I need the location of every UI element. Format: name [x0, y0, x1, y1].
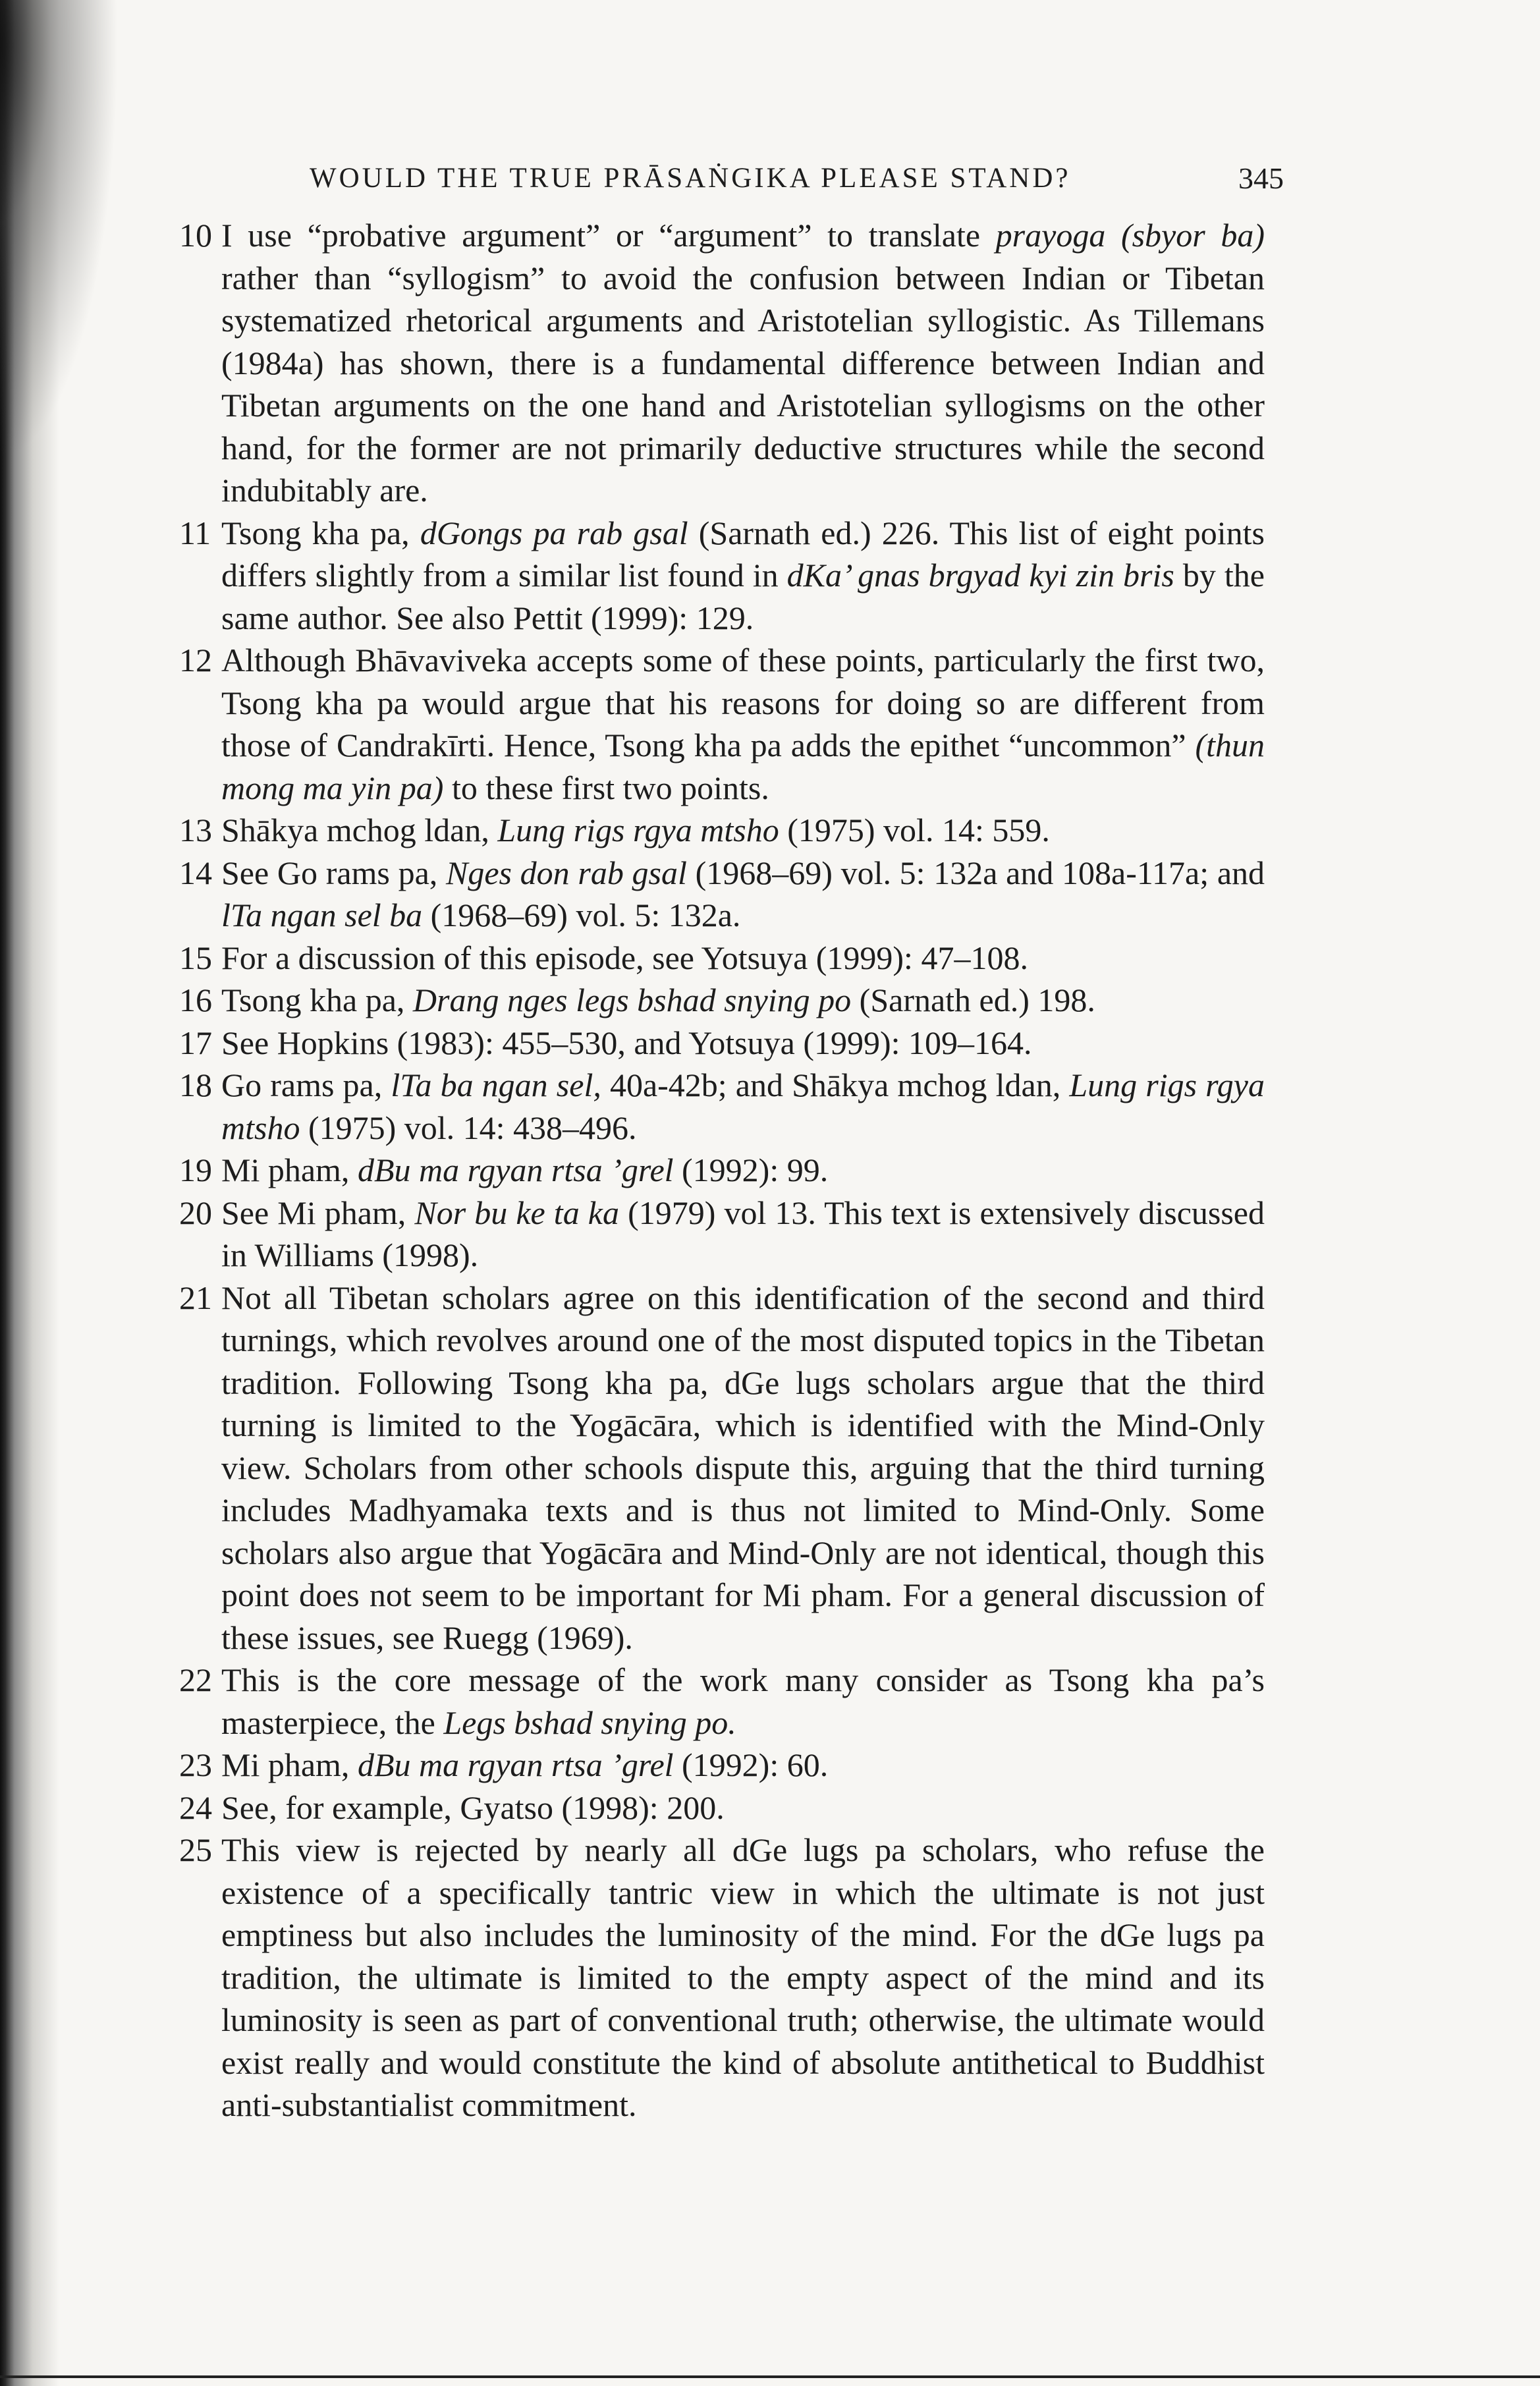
endnote-text: [221, 1192, 1265, 1277]
note-text-run: Although Bhāvaviveka accepts some of these points, particularly the first two, Tsong kha pa would argue that his reasons for doing so are different from those of Candrakīrti. Hence, Tsong kha pa adds the epithet “uncommon”: [221, 642, 1265, 763]
note-text-run: rather than “syllogism” to avoid the confusion between Indian or Tibetan systematized rhetorical arguments and Aristotelian syllogistic. As Tillemans (1984a) has shown, there is a fundamental difference between Indian and Tibetan arguments on the one hand and Aristotelian syllogisms on the other hand, for the former are not primarily deductive structures while the second indubitably are.: [221, 259, 1265, 509]
italic-title: (thun mong ma yin pa): [221, 727, 1265, 806]
italic-title: Nor bu ke ta ka: [414, 1194, 619, 1231]
italic-title: Drang nges legs bshad snying po: [412, 982, 852, 1018]
italic-title: dBu ma rgyan rtsa ’grel: [357, 1746, 674, 1783]
endnote-number: 19: [179, 1151, 212, 1188]
endnote-24: [179, 1787, 1265, 1829]
note-text-run: (Sarnath ed.) 198.: [851, 982, 1095, 1018]
page-number: 345: [1238, 161, 1284, 195]
endnote-16: [179, 979, 1265, 1022]
italic-title: lTa ngan sel ba: [221, 897, 423, 933]
endnote-number: 15: [179, 939, 212, 976]
endnote-text: [221, 1744, 1265, 1787]
endnote-text: [221, 809, 1265, 852]
note-text-run: (1992): 99.: [673, 1151, 829, 1188]
note-text-run: See, for example, Gyatso (1998): 200.: [221, 1789, 725, 1826]
endnote-number: 23: [179, 1746, 212, 1783]
endnote-number: 20: [179, 1194, 212, 1231]
endnote-number: 16: [179, 982, 212, 1018]
endnote-22: [179, 1659, 1265, 1744]
note-text-run: (Sarnath ed.) 226. This list of eight points differs slightly from a similar list found in: [221, 514, 1265, 594]
note-text-run: See Go rams pa,: [221, 854, 446, 891]
note-text-run: Go rams pa,: [221, 1067, 391, 1103]
endnote-19: [179, 1149, 1265, 1192]
note-text-run: Not all Tibetan scholars agree on this identification of the second and third turnings, which revolves around one of the most disputed topics in the Tibetan tradition. Following Tsong kha pa, dGe lugs scholars argue that the third turning is limited to the Yogācāra, which is identified with the Mind-Only view. Scholars from other schools dispute this, arguing that the third turning includes Madhyamaka texts and is thus not limited to Mind-Only. Some scholars also argue that Yogācāra and Mind-Only are not identical, though this point does not seem to be important for Mi pham. For a general discussion of these issues, see Ruegg (1969).: [221, 1279, 1265, 1656]
endnote-14: [179, 852, 1265, 937]
endnote-12: [179, 639, 1265, 809]
endnotes-list: [179, 214, 1265, 2126]
endnote-17: [179, 1022, 1265, 1065]
scan-bottom-edge: [0, 2375, 1540, 2378]
note-text-run: See Hopkins (1983): 455–530, and Yotsuya (1999): 109–164.: [221, 1024, 1032, 1061]
endnote-18: [179, 1064, 1265, 1149]
endnote-text: [221, 1787, 1265, 1829]
endnote-number: 14: [179, 854, 212, 891]
endnote-number: 21: [179, 1279, 212, 1316]
italic-title: dGongs pa rab gsal: [420, 514, 688, 551]
note-text-run: (1975) vol. 14: 438–496.: [300, 1109, 637, 1146]
note-text-run: to these first two points.: [443, 769, 769, 806]
italic-title: Lung rigs rgya mtsho: [497, 812, 779, 848]
endnote-25: [179, 1829, 1265, 2126]
italic-title: prayoga (sbyor ba): [995, 217, 1265, 254]
endnote-20: [179, 1192, 1265, 1277]
endnote-text: [221, 1829, 1265, 2126]
note-text-run: (1992): 60.: [673, 1746, 829, 1783]
endnote-10: [179, 214, 1265, 512]
note-text-run: Tsong kha pa,: [221, 514, 420, 551]
note-text-run: This is the core message of the work many consider as Tsong kha pa’s masterpiece, the: [221, 1661, 1265, 1741]
italic-title: lTa ba ngan sel,: [391, 1067, 601, 1103]
endnote-number: 18: [179, 1067, 212, 1103]
endnote-text: [221, 1277, 1265, 1659]
note-text-run: Tsong kha pa,: [221, 982, 413, 1018]
italic-title: dKa’ gnas brgyad kyi zin bris: [786, 557, 1174, 594]
endnote-text: [221, 1022, 1265, 1065]
endnote-number: 25: [179, 1831, 212, 1868]
italic-title: Nges don rab gsal: [445, 854, 687, 891]
note-text-run: For a discussion of this episode, see Yotsuya (1999): 47–108.: [221, 939, 1028, 976]
running-head: WOULD THE TRUE PRĀSAṄGIKA PLEASE STAND?: [310, 163, 1071, 194]
endnote-text: [221, 937, 1265, 980]
endnote-text: [221, 639, 1265, 809]
endnote-13: [179, 809, 1265, 852]
endnote-text: [221, 852, 1265, 937]
scan-corner-shadow: [0, 0, 119, 461]
endnote-text: [221, 979, 1265, 1022]
note-text-run: 40a-42b; and Shākya mchog ldan,: [601, 1067, 1070, 1103]
italic-title: Legs bshad snying po.: [443, 1704, 736, 1741]
endnote-text: [221, 512, 1265, 640]
italic-title: Lung rigs rgya mtsho: [221, 1067, 1265, 1146]
endnote-text: [221, 1064, 1265, 1149]
note-text-run: Shākya mchog ldan,: [221, 812, 498, 848]
note-text-run: (1968–69) vol. 5: 132a.: [422, 897, 741, 933]
endnote-number: 22: [179, 1661, 212, 1698]
endnote-text: [221, 1659, 1265, 1744]
endnote-15: [179, 937, 1265, 980]
endnote-11: [179, 512, 1265, 640]
endnote-21: [179, 1277, 1265, 1659]
endnote-text: [221, 1149, 1265, 1192]
endnote-number: 12: [179, 642, 212, 679]
endnote-number: 11: [179, 514, 211, 551]
note-text-run: See Mi pham,: [221, 1194, 415, 1231]
note-text-run: (1968–69) vol. 5: 132a and 108a-117a; and: [686, 854, 1265, 891]
endnote-number: 10: [179, 217, 212, 254]
endnote-number: 24: [179, 1789, 212, 1826]
note-text-run: This view is rejected by nearly all dGe lugs pa scholars, who refuse the existence of a specifically tantric view in which the ultimate is not just emptiness but also includes the luminosity of the mind. For the dGe lugs pa tradition, the ultimate is limited to the empty aspect of the mind and its luminosity is seen as part of conventional truth; otherwise, the ultimate would exist really and would constitute the kind of absolute antithetical to Buddhist anti-substantialist commitment.: [221, 1831, 1265, 2123]
note-text-run: Mi pham,: [221, 1746, 358, 1783]
endnote-number: 17: [179, 1024, 212, 1061]
note-text-run: Mi pham,: [221, 1151, 358, 1188]
endnote-23: [179, 1744, 1265, 1787]
endnote-text: [221, 214, 1265, 512]
note-text-run: (1975) vol. 14: 559.: [779, 812, 1050, 848]
note-text-run: I use “probative argument” or “argument” to translate: [221, 217, 996, 254]
endnote-number: 13: [179, 812, 212, 848]
italic-title: dBu ma rgyan rtsa ’grel: [357, 1151, 674, 1188]
note-text-run: by the same author. See also Pettit (1999): 129.: [221, 557, 1265, 636]
note-text-run: (1979) vol 13. This text is extensively discussed in Williams (1998).: [221, 1194, 1265, 1273]
